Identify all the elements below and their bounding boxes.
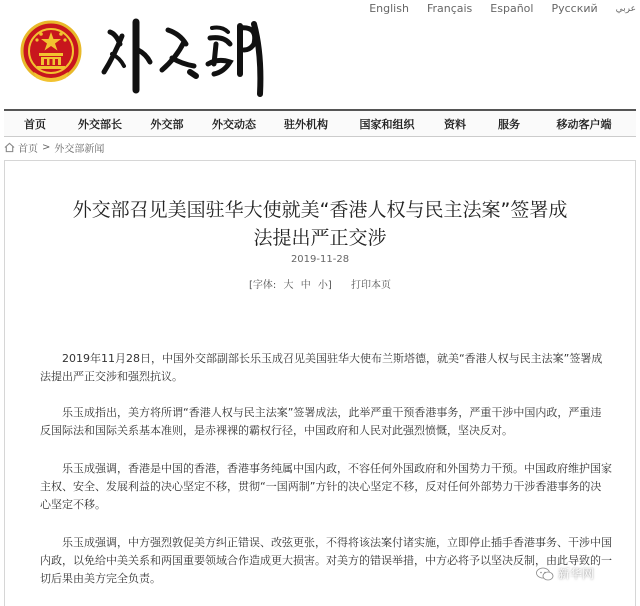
xinhua-watermark — [536, 565, 594, 582]
font-size-medium-button[interactable]: 中 — [300, 280, 311, 291]
font-size-large-button[interactable]: 大 — [283, 280, 294, 291]
nav-item-resources[interactable]: 资料 — [444, 117, 466, 131]
lang-spanish-link[interactable]: Español — [490, 2, 534, 15]
lang-english-link[interactable]: English — [369, 2, 409, 15]
article-paragraph-2: 乐玉成指出，美方将所谓“香港人权与民主法案”签署成法，此举严重干预香港事务，严重干涉中国内政，严重违反国际法和国际关系基本准则，是赤裸裸的霸权行径，中国政府和人民对此强烈愤慨，坚决反对。 — [40, 406, 602, 437]
print-page-link[interactable]: 打印本页 — [350, 280, 391, 291]
nav-item-mobile-app[interactable]: 移动客户端 — [556, 117, 612, 131]
watermark-text: 新华网 — [558, 567, 595, 581]
breadcrumb-separator: > — [42, 141, 51, 153]
breadcrumb-home-link[interactable]: 首页 — [18, 143, 38, 155]
article-title — [20, 196, 620, 252]
lang-arabic-link[interactable]: عربي — [615, 3, 636, 14]
nav-item-home[interactable]: 首页 — [24, 117, 46, 131]
font-size-label: [字体: — [249, 280, 277, 291]
national-emblem-icon[interactable] — [20, 20, 82, 86]
ministry-calligraphy-logo[interactable] — [98, 14, 278, 98]
lang-french-link[interactable]: Français — [426, 2, 473, 15]
article-paragraph-1: 2019年11月28日，中国外交部副部长乐玉成召见美国驻华大使布兰斯塔德，就美“香港人权与民主法案”签署成法提出严正交涉和强烈抗议。 — [40, 352, 603, 383]
article-tools — [0, 276, 640, 291]
nav-item-ministry[interactable]: 外交部 — [150, 117, 184, 131]
site-header — [0, 0, 640, 108]
article-paragraph-4: 乐玉成强调，中方强烈敦促美方纠正错误、改弦更张，不得将该法案付诸实施，立即停止插手香港事务、干涉中国内政，以免给中美关系和两国重要领域合作造成更大损害。对美方的错误举措，中方必将予以坚决反制，由此导致的一切后果由美方完全负责。 — [40, 536, 612, 585]
breadcrumb — [4, 137, 104, 157]
nav-item-services[interactable]: 服务 — [498, 117, 520, 131]
font-size-small-button[interactable]: 小] — [317, 280, 332, 291]
breadcrumb-current-link[interactable]: 外交部新闻 — [54, 143, 105, 155]
nav-item-minister[interactable]: 外交部长 — [78, 117, 122, 131]
article-paragraph-3: 乐玉成强调，香港是中国的香港，香港事务纯属中国内政，不容任何外国政府和外国势力干预。中国政府维护国家主权、安全、发展利益的决心坚定不移，贯彻“一国两制”方针的决心坚定不移，反对任何外部势力干涉香港事务的决心坚定不移。 — [40, 462, 612, 511]
article-date: 2019-11-28 — [290, 254, 350, 265]
chat-bubble-icon — [536, 567, 554, 581]
article-title-line-2: 法提出严正交涉 — [253, 227, 387, 249]
nav-item-missions[interactable]: 驻外机构 — [284, 117, 328, 131]
language-bar — [369, 2, 636, 15]
nav-item-countries[interactable]: 国家和组织 — [359, 117, 415, 131]
main-nav — [4, 109, 636, 137]
home-icon — [4, 142, 15, 153]
lang-russian-link[interactable]: Pусский — [551, 2, 598, 15]
nav-item-diplomatic-news[interactable]: 外交动态 — [212, 117, 256, 131]
article-title-line-1: 外交部召见美国驻华大使就美“香港人权与民主法案”签署成 — [72, 199, 568, 221]
